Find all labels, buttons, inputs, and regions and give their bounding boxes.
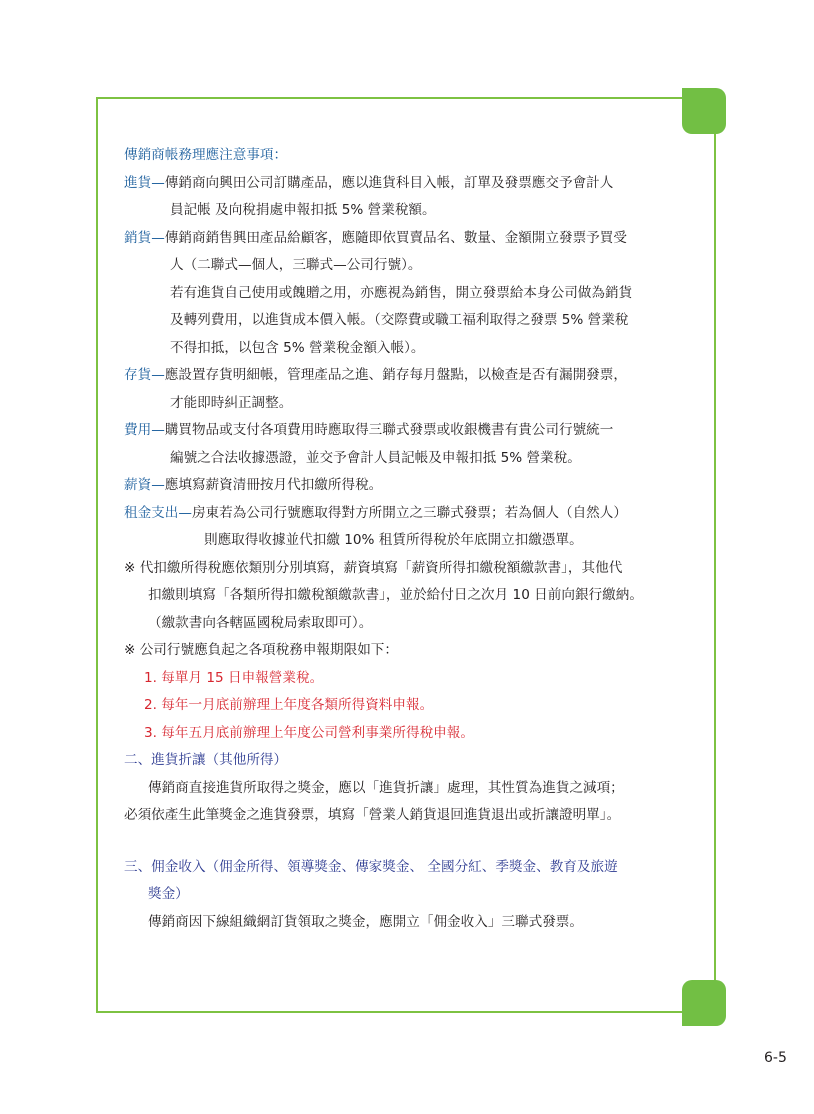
spacer (124, 830, 699, 854)
term-expense: 費用 (124, 422, 152, 438)
term-dash: — (178, 504, 192, 521)
entry-inventory-line2: 才能即時糾正調整。 (170, 394, 293, 411)
page-number: 6-5 (764, 1050, 787, 1066)
entry-text: 應填寫薪資清冊按月代扣繳所得稅。 (164, 477, 383, 493)
entry-sales-line5: 不得扣抵，以包含 5% 營業稅金額入帳）。 (170, 339, 425, 356)
frame-corner-tab-bottom (682, 980, 726, 1026)
section-heading: 傳銷商帳務理應注意事項： (124, 147, 288, 163)
entry-sales-line1 (124, 225, 699, 253)
entry-sales-line2: 人（二聯式—個人，三聯式—公司行號）。 (170, 257, 422, 273)
term-dash: — (151, 422, 165, 438)
entry-purchase-line1 (124, 170, 699, 198)
section2-line2: 必須依產生此筆獎金之進貨發票，填寫「營業人銷貨退回進貨退出或折讓證明單」。 (124, 807, 621, 823)
note1-line3: （繳款書向各轄區國稅局索取即可）。 (148, 614, 373, 631)
entry-text: 購買物品或支付各項費用時應取得三聯式發票或收銀機書有貴公司行號統一 (164, 422, 614, 438)
term-dash: — (151, 229, 165, 246)
entry-expense-line2: 編號之合法收據憑證，並交予會計人員記帳及申報扣抵 5% 營業稅。 (170, 449, 581, 466)
term-salary: 薪資 (124, 477, 152, 493)
entry-expense-line1 (124, 417, 699, 445)
note1-line1: ※ 代扣繳所得稅應依類別分別填寫，薪資填寫「薪資所得扣繳稅額繳款書」，其他代 (124, 559, 623, 576)
section3-title-line2: 獎金） (148, 886, 189, 902)
term-sales: 銷貨 (124, 229, 152, 246)
entry-salary-line1 (124, 472, 699, 500)
entry-rent-line2: 則應取得收據並代扣繳 10% 租賃所得稅於年底開立扣繳憑單。 (204, 532, 583, 548)
entry-text: 房東若為公司行號應取得對方所開立之三聯式發票；若為個人（自然人） (191, 504, 627, 521)
section2-line1: 傳銷商直接進貨所取得之獎金，應以「進貨折讓」處理，其性質為進貨之減項； (148, 779, 624, 796)
section2-title: 二、進貨折讓（其他所得） (124, 752, 288, 768)
deadline-item-2: 2. 每年一月底前辦理上年度各類所得資料申報。 (144, 697, 434, 713)
term-inventory: 存貨 (124, 367, 152, 383)
term-dash: — (151, 477, 165, 493)
entry-rent-line1 (124, 500, 699, 528)
note2-line1: ※ 公司行號應負起之各項稅務申報期限如下： (124, 642, 398, 658)
entry-text: 傳銷商銷售興田產品給顧客，應隨即依買賣品名、數量、金額開立發票予買受 (164, 229, 627, 246)
deadline-item-3: 3. 每年五月底前辦理上年度公司營利事業所得稅申報。 (144, 724, 474, 741)
deadline-item-1: 1. 每單月 15 日申報營業稅。 (144, 669, 324, 686)
term-dash: — (151, 174, 165, 191)
entry-inventory-line1 (124, 362, 699, 390)
document-body (124, 142, 699, 936)
entry-purchase-line2: 員記帳 及向稅捐處申報扣抵 5% 營業稅額。 (170, 202, 436, 218)
section3-line1: 傳銷商因下線組織網訂貨領取之獎金，應開立「佣金收入」三聯式發票。 (148, 913, 583, 930)
entry-text: 應設置存貨明細帳，管理產品之進、銷存每月盤點，以檢查是否有漏開發票， (164, 367, 627, 383)
entry-sales-line4: 及轉列費用，以進貨成本價入帳。（交際費或職工福利取得之發票 5% 營業稅 (170, 312, 629, 328)
section3-title-line1: 三、佣金收入（佣金所得、領導獎金、傳家獎金、 全國分紅、季獎金、教育及旅遊 (124, 858, 618, 875)
term-rent: 租金支出 (124, 504, 179, 521)
term-purchase: 進貨 (124, 174, 152, 191)
entry-sales-line3: 若有進貨自己使用或餽贈之用，亦應視為銷售，開立發票給本身公司做為銷貨 (170, 284, 633, 301)
note1-line2: 扣繳則填寫「各類所得扣繳稅額繳款書」，並於給付日之次月 10 日前向銀行繳納。 (148, 587, 643, 603)
term-dash: — (151, 367, 165, 383)
frame-corner-tab-top (682, 88, 726, 134)
entry-text: 傳銷商向興田公司訂購產品，應以進貨科目入帳，訂單及發票應交予會計人 (164, 174, 614, 191)
